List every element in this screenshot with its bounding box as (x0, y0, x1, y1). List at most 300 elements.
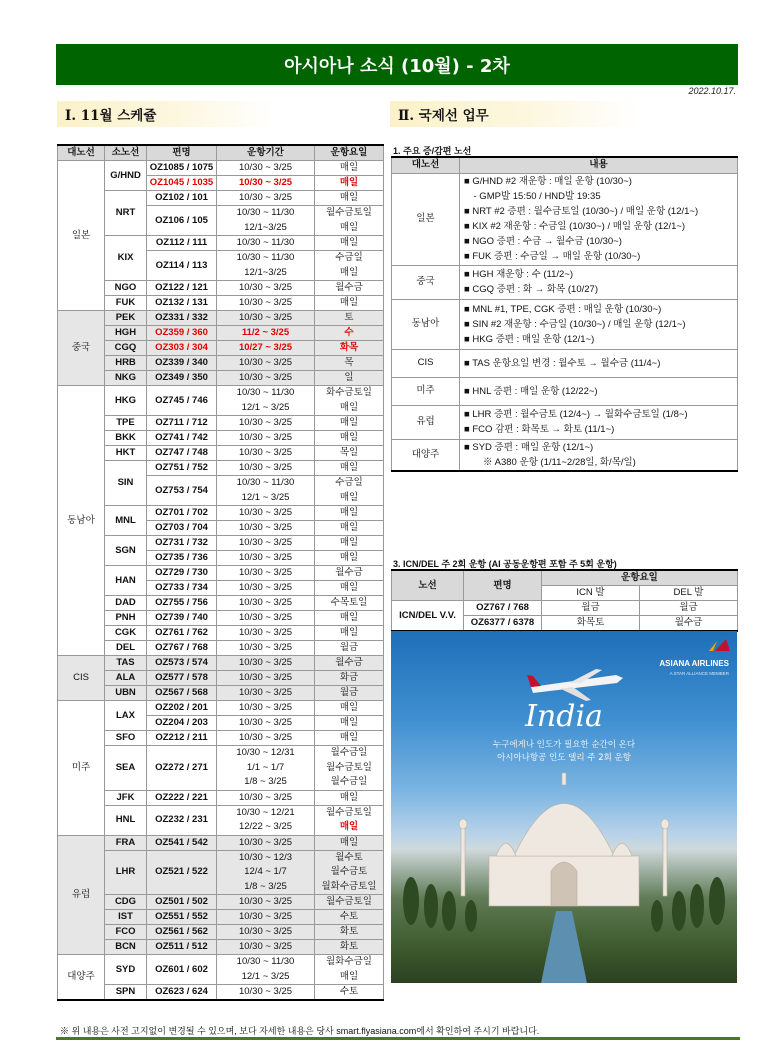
table-row (392, 405, 738, 439)
route-cell: G/HND (105, 161, 147, 191)
flight-cell: OZ102 / 101 (147, 191, 217, 206)
route-cell: HKG (105, 386, 147, 416)
content-cell (460, 265, 738, 299)
ops-subheading: 1. 주요 증/감편 노선 (393, 146, 472, 156)
period-cell: 10/30 ~ 3/25 (217, 161, 315, 176)
table-row (392, 299, 738, 349)
route-cell: ALA (105, 671, 147, 686)
period-cell: 10/30 ~ 3/25 (217, 910, 315, 925)
days-line: 화수금토일 (326, 387, 372, 398)
india-promo-poster (391, 631, 737, 983)
table-row (58, 281, 384, 296)
days-cell: 토 (315, 311, 384, 326)
days-line: 매일 (339, 221, 359, 233)
days-cell: 월수금 (640, 616, 738, 632)
period-cell: 10/30 ~ 3/25 (217, 731, 315, 746)
days-line: 월수금토 (330, 866, 368, 877)
content-line: ■ NRT #2 증편 : 월수금토일 (10/30~) / 매일 운항 (12/1~) (464, 206, 699, 217)
period-line: 10/30 ~ 11/30 (236, 477, 295, 488)
route-cell: CGK (105, 626, 147, 641)
region-cell: 대양주 (392, 439, 460, 471)
region-cell: 동남아 (58, 386, 105, 656)
table-row (58, 596, 384, 611)
days-cell: 수토 (315, 910, 384, 925)
days-cell: 매일 (315, 611, 384, 626)
flight-cell: OZ561 / 562 (147, 925, 217, 940)
flight-cell: OZ339 / 340 (147, 356, 217, 371)
route-cell: CDG (105, 895, 147, 910)
flight-cell: OZ232 / 231 (147, 805, 217, 835)
page-title: 아시아나 소식 (10월) - 2차 (56, 44, 738, 85)
table-row (58, 626, 384, 641)
days-cell: 화목 (315, 341, 384, 356)
route-cell: BKK (105, 431, 147, 446)
col-header: 편명 (147, 145, 217, 161)
col-header: 운항요일 (315, 145, 384, 161)
table-row (58, 506, 384, 521)
flight-cell: OZ303 / 304 (147, 341, 217, 356)
content-line: ■ HNL 증편 : 매일 운항 (12/22~) (464, 385, 598, 397)
table-row (58, 656, 384, 671)
route-cell: PEK (105, 311, 147, 326)
table-row (58, 686, 384, 701)
flight-cell: OZ521 / 522 (147, 850, 217, 895)
footer-note: ※ 위 내용은 사전 고지없이 변경될 수 있으며, 보다 자세한 내용은 당사 smart.flyasiana.com에서 확인하여 주시기 바랍니다. (60, 1026, 540, 1036)
days-cell: 화목토 (542, 616, 640, 632)
poster-copy-2: 아시아나항공 인도 델리 주 2회 운항 (497, 753, 631, 763)
days-line: 매일 (339, 266, 359, 278)
days-cell: 월수금 (315, 281, 384, 296)
content-line: ■ SIN #2 재운항 : 수금일 (10/30~) / 매일 운항 (12/1~) (464, 318, 686, 330)
col-header: 운항요일 (542, 570, 738, 586)
period-cell: 10/30 ~ 3/25 (217, 446, 315, 461)
flight-cell: OZ132 / 131 (147, 296, 217, 311)
days-cell: 일 (315, 371, 384, 386)
period-line: 10/30 ~ 11/30 (236, 956, 295, 967)
table-row (58, 566, 384, 581)
schedule-table (57, 144, 384, 1001)
content-cell (460, 377, 738, 405)
asiana-logo (709, 639, 730, 651)
content-line: ■ MNL #1, TPE, CGK 증편 : 매일 운항 (10/30~) (464, 303, 662, 315)
route-cell: LHR (105, 850, 147, 895)
flight-cell: OZ739 / 740 (147, 611, 217, 626)
route-cell: JFK (105, 790, 147, 805)
content-line: ■ HKG 증편 : 매일 운항 (12/1~) (464, 333, 595, 345)
content-line: ※ A380 운항 (1/11~2/28일, 화/목/일) (464, 456, 636, 468)
table-row (58, 910, 384, 925)
flight-cell: OZ122 / 121 (147, 281, 217, 296)
period-line: 1/1 ~ 1/7 (246, 761, 285, 773)
table-row (58, 895, 384, 910)
period-cell: 10/30 ~ 3/25 (217, 296, 315, 311)
flight-cell: OZ755 / 756 (147, 596, 217, 611)
col-header: 대노선 (58, 145, 105, 161)
period-cell: 10/30 ~ 3/25 (217, 566, 315, 581)
airplane-icon (527, 669, 623, 701)
flight-cell: OZ212 / 211 (147, 731, 217, 746)
flight-cell: OZ1045 / 1035 (147, 176, 217, 191)
days-cell: 매일 (315, 731, 384, 746)
period-cell: 10/30 ~ 3/25 (217, 716, 315, 731)
region-cell: 미주 (392, 377, 460, 405)
col-header: 내용 (460, 157, 738, 173)
table-row (58, 446, 384, 461)
table-row (58, 641, 384, 656)
period-line: 10/30 ~ 12/21 (236, 806, 295, 818)
issue-date: 2022.10.17. (688, 86, 736, 96)
content-line: - GMP발 15:50 / HND발 19:35 (464, 191, 601, 202)
table-row (58, 326, 384, 341)
period-cell (217, 206, 315, 236)
days-cell: 매일 (315, 191, 384, 206)
period-line: 1/8 ~ 3/25 (244, 880, 287, 892)
period-cell (217, 251, 315, 281)
flight-cell: OZ6377 / 6378 (464, 616, 542, 632)
route-cell: FUK (105, 296, 147, 311)
period-cell: 10/30 ~ 3/25 (217, 925, 315, 940)
flight-cell: OZ202 / 201 (147, 701, 217, 716)
flight-cell: OZ1085 / 1075 (147, 161, 217, 176)
period-line: 10/30 ~ 11/30 (236, 207, 295, 218)
period-line: 12/4 ~ 1/7 (244, 866, 287, 877)
days-cell (315, 251, 384, 281)
region-cell: 유럽 (58, 835, 105, 955)
reflecting-pool (541, 911, 587, 983)
content-cell (460, 405, 738, 439)
table-row (58, 236, 384, 251)
taj-mahal-building (459, 773, 669, 906)
poster-copy-1: 누구에게나 인도가 필요한 순간이 온다 (492, 740, 636, 750)
col-header: 소노선 (105, 145, 147, 161)
days-cell (315, 386, 384, 416)
period-cell: 10/30 ~ 3/25 (217, 191, 315, 206)
route-cell: SFO (105, 731, 147, 746)
col-header: 대노선 (392, 157, 460, 173)
flight-cell: OZ272 / 271 (147, 746, 217, 791)
period-cell: 10/30 ~ 3/25 (217, 431, 315, 446)
period-cell: 10/30 ~ 3/25 (217, 686, 315, 701)
days-cell: 매일 (315, 461, 384, 476)
alliance-text: A STAR ALLIANCE MEMBER (669, 671, 729, 676)
table-row (58, 835, 384, 850)
route-cell: HKT (105, 446, 147, 461)
days-cell: 매일 (315, 521, 384, 536)
period-cell: 10/30 ~ 3/25 (217, 835, 315, 850)
flight-cell: OZ753 / 754 (147, 476, 217, 506)
region-cell: CIS (392, 349, 460, 377)
period-cell: 11/2 ~ 3/25 (217, 326, 315, 341)
table-row (58, 296, 384, 311)
table-row (392, 173, 738, 265)
table-row (58, 611, 384, 626)
period-cell: 10/30 ~ 3/25 (217, 985, 315, 1001)
days-cell (315, 746, 384, 791)
days-cell: 수목토일 (315, 596, 384, 611)
content-line: ■ LHR 증편 : 월수금토 (12/4~) → 월화수금토일 (1/8~) (464, 409, 688, 420)
content-line: ■ NGO 증편 : 수금 → 월수금 (10/30~) (464, 236, 622, 247)
days-cell: 월수금 (315, 656, 384, 671)
period-cell (217, 746, 315, 791)
days-cell (315, 206, 384, 236)
table-row (58, 416, 384, 431)
content-line: ■ KIX #2 재운항 : 수금일 (10/30~) / 매일 운항 (12/1~) (464, 221, 686, 232)
period-line: 12/1 ~ 3/25 (241, 970, 290, 982)
region-cell: CIS (58, 656, 105, 701)
flight-cell: OZ204 / 203 (147, 716, 217, 731)
route-cell: LAX (105, 701, 147, 731)
period-cell: 10/30 ~ 3/25 (217, 895, 315, 910)
content-line: ■ G/HND #2 재운항 : 매일 운항 (10/30~) (464, 176, 632, 187)
content-line: ■ HGH 재운항 : 수 (11/2~) (464, 269, 574, 280)
flight-cell: OZ573 / 574 (147, 656, 217, 671)
table-row (58, 356, 384, 371)
period-cell: 10/30 ~ 3/25 (217, 701, 315, 716)
days-cell: 매일 (315, 176, 384, 191)
region-cell: 미주 (58, 701, 105, 836)
days-line: 월수금일 (330, 747, 368, 758)
period-cell: 10/30 ~ 3/25 (217, 356, 315, 371)
route-cell: NRT (105, 191, 147, 236)
days-cell (315, 850, 384, 895)
flight-cell: OZ623 / 624 (147, 985, 217, 1001)
days-cell: 목일 (315, 446, 384, 461)
days-cell (315, 955, 384, 985)
days-cell: 매일 (315, 716, 384, 731)
period-line: 12/1 ~ 3/25 (241, 401, 290, 413)
table-row (58, 431, 384, 446)
table-row (58, 985, 384, 1001)
route-cell: TPE (105, 416, 147, 431)
col-header: ICN 발 (542, 586, 640, 601)
period-cell (217, 386, 315, 416)
flight-cell: OZ747 / 748 (147, 446, 217, 461)
route-cell: HNL (105, 805, 147, 835)
days-cell: 월금 (640, 601, 738, 616)
period-line: 10/30 ~ 12/3 (238, 851, 293, 863)
flight-cell: OZ767 / 768 (147, 641, 217, 656)
days-cell: 매일 (315, 701, 384, 716)
days-cell: 수 (315, 326, 384, 341)
period-cell: 10/30 ~ 3/25 (217, 641, 315, 656)
days-cell: 매일 (315, 626, 384, 641)
flight-cell: OZ331 / 332 (147, 311, 217, 326)
period-cell (217, 955, 315, 985)
table-row (58, 731, 384, 746)
table-row (58, 161, 384, 176)
flight-cell: OZ703 / 704 (147, 521, 217, 536)
days-line: 월수토 (335, 851, 363, 863)
period-cell: 10/30 ~ 3/25 (217, 551, 315, 566)
days-line: 월수금토일 (326, 761, 372, 773)
days-cell: 월금 (315, 686, 384, 701)
days-line: 월수금토일 (326, 806, 372, 818)
days-line: 매일 (339, 970, 359, 982)
flight-cell: OZ106 / 105 (147, 206, 217, 236)
days-cell: 화금 (315, 671, 384, 686)
region-cell: 일본 (58, 161, 105, 311)
period-cell: 10/30 ~ 3/25 (217, 521, 315, 536)
flight-cell: OZ349 / 350 (147, 371, 217, 386)
period-cell: 10/30 ~ 3/25 (217, 506, 315, 521)
flight-cell: OZ761 / 762 (147, 626, 217, 641)
days-cell: 목 (315, 356, 384, 371)
period-cell: 10/30 ~ 3/25 (217, 596, 315, 611)
table-row (58, 311, 384, 326)
taj-mahal-illustration (391, 631, 737, 983)
period-cell: 10/30 ~ 3/25 (217, 626, 315, 641)
route-cell: SYD (105, 955, 147, 985)
period-cell: 10/30 ~ 3/25 (217, 581, 315, 596)
flight-cell: OZ511 / 512 (147, 940, 217, 955)
content-cell (460, 349, 738, 377)
route-cell: NGO (105, 281, 147, 296)
days-line: 월수금일 (330, 776, 368, 787)
days-cell: 매일 (315, 835, 384, 850)
table-row (58, 925, 384, 940)
days-cell: 매일 (315, 506, 384, 521)
content-line: ■ SYD 증편 : 매일 운항 (12/1~) (464, 441, 594, 453)
flight-cell: OZ701 / 702 (147, 506, 217, 521)
days-cell: 매일 (315, 431, 384, 446)
days-cell: 화토 (315, 925, 384, 940)
days-cell: 월수금 (315, 566, 384, 581)
period-cell: 10/30 ~ 11/30 (217, 236, 315, 251)
period-line: 1/8 ~ 3/25 (244, 776, 287, 787)
route-cell: SEA (105, 746, 147, 791)
col-header: DEL 발 (640, 586, 738, 601)
days-line: 월화수금일 (326, 956, 372, 967)
flight-cell: OZ114 / 113 (147, 251, 217, 281)
table-row (58, 191, 384, 206)
route-cell: DAD (105, 596, 147, 611)
days-line: 매일 (339, 401, 359, 413)
table-row (392, 349, 738, 377)
days-cell (315, 805, 384, 835)
route-cell: DEL (105, 641, 147, 656)
flight-cell: OZ567 / 568 (147, 686, 217, 701)
days-cell: 매일 (315, 161, 384, 176)
period-cell: 10/27 ~ 3/25 (217, 341, 315, 356)
route-cell: MNL (105, 506, 147, 536)
content-line: ■ CGQ 증편 : 화 → 화목 (10/27) (464, 284, 598, 295)
table-row (58, 790, 384, 805)
region-cell: 유럽 (392, 405, 460, 439)
days-cell (315, 476, 384, 506)
route-cell: HRB (105, 356, 147, 371)
route-cell: NKG (105, 371, 147, 386)
period-cell: 10/30 ~ 3/25 (217, 671, 315, 686)
days-cell: 매일 (315, 551, 384, 566)
period-cell: 10/30 ~ 3/25 (217, 371, 315, 386)
flight-cell: OZ729 / 730 (147, 566, 217, 581)
route-cell: BCN (105, 940, 147, 955)
brand-name: ASIANA AIRLINES (659, 659, 729, 668)
days-line: 수금일 (335, 477, 363, 488)
period-cell: 10/30 ~ 3/25 (217, 416, 315, 431)
footer-divider (56, 1037, 740, 1040)
days-line: 매일 (339, 821, 359, 832)
days-cell: 매일 (315, 296, 384, 311)
route-cell: SIN (105, 461, 147, 506)
table-row (392, 377, 738, 405)
content-cell (460, 173, 738, 265)
flight-cell: OZ577 / 578 (147, 671, 217, 686)
flight-cell: OZ735 / 736 (147, 551, 217, 566)
table-row (58, 536, 384, 551)
days-cell: 매일 (315, 790, 384, 805)
content-line: ■ TAS 운항요일 변경 : 월수토 → 월수금 (11/4~) (464, 357, 661, 369)
icn-del-subheading: 3. ICN/DEL 주 2회 운항 (AI 공동운항편 포함 주 5회 운항) (393, 559, 617, 569)
region-cell: 대양주 (58, 955, 105, 1001)
flight-cell: OZ745 / 746 (147, 386, 217, 416)
table-row (58, 701, 384, 716)
region-cell: 일본 (392, 173, 460, 265)
route-cell: TAS (105, 656, 147, 671)
content-cell (460, 299, 738, 349)
route-cell: SPN (105, 985, 147, 1001)
route-cell: PNH (105, 611, 147, 626)
route-cell: HAN (105, 566, 147, 596)
flight-cell: OZ601 / 602 (147, 955, 217, 985)
table-row (58, 940, 384, 955)
flight-cell: OZ767 / 768 (464, 601, 542, 616)
content-cell (460, 439, 738, 471)
table-row (58, 461, 384, 476)
period-cell (217, 476, 315, 506)
period-line: 12/1 ~ 3/25 (241, 491, 290, 503)
table-row (58, 341, 384, 356)
period-cell: 10/30 ~ 3/25 (217, 940, 315, 955)
route-cell: SGN (105, 536, 147, 566)
period-cell (217, 805, 315, 835)
days-line: 수금일 (335, 252, 363, 263)
content-line: ■ FCO 감편 : 화목토 → 화토 (11/1~) (464, 424, 615, 435)
section-heading-ops: Ⅱ. 국제선 업무 (390, 101, 640, 127)
period-cell: 10/30 ~ 3/25 (217, 536, 315, 551)
table-row (392, 265, 738, 299)
period-line: 10/30 ~ 11/30 (236, 387, 295, 398)
region-cell: 중국 (392, 265, 460, 299)
col-header: 노선 (392, 570, 464, 601)
region-cell: 중국 (58, 311, 105, 386)
days-cell: 월수금토일 (315, 895, 384, 910)
col-header: 편명 (464, 570, 542, 601)
flight-cell: OZ751 / 752 (147, 461, 217, 476)
flight-cell: OZ541 / 542 (147, 835, 217, 850)
content-line: ■ FUK 증편 : 수금일 → 매일 운항 (10/30~) (464, 251, 641, 262)
days-cell: 매일 (315, 581, 384, 596)
period-cell: 10/30 ~ 3/25 (217, 656, 315, 671)
flight-cell: OZ733 / 734 (147, 581, 217, 596)
region-cell: 동남아 (392, 299, 460, 349)
route-cell: ICN/DEL V.V. (392, 601, 464, 632)
route-cell: KIX (105, 236, 147, 281)
poster-headline: India (525, 699, 603, 734)
period-line: 10/30 ~ 12/31 (236, 747, 295, 758)
icn-del-table (391, 569, 738, 632)
period-line: 12/22 ~ 3/25 (238, 821, 293, 832)
flight-cell: OZ112 / 111 (147, 236, 217, 251)
table-row (58, 371, 384, 386)
table-row (392, 439, 738, 471)
period-cell: 10/30 ~ 3/25 (217, 311, 315, 326)
route-cell: UBN (105, 686, 147, 701)
route-cell: FCO (105, 925, 147, 940)
days-cell: 매일 (315, 236, 384, 251)
flight-cell: OZ731 / 732 (147, 536, 217, 551)
days-cell: 매일 (315, 416, 384, 431)
